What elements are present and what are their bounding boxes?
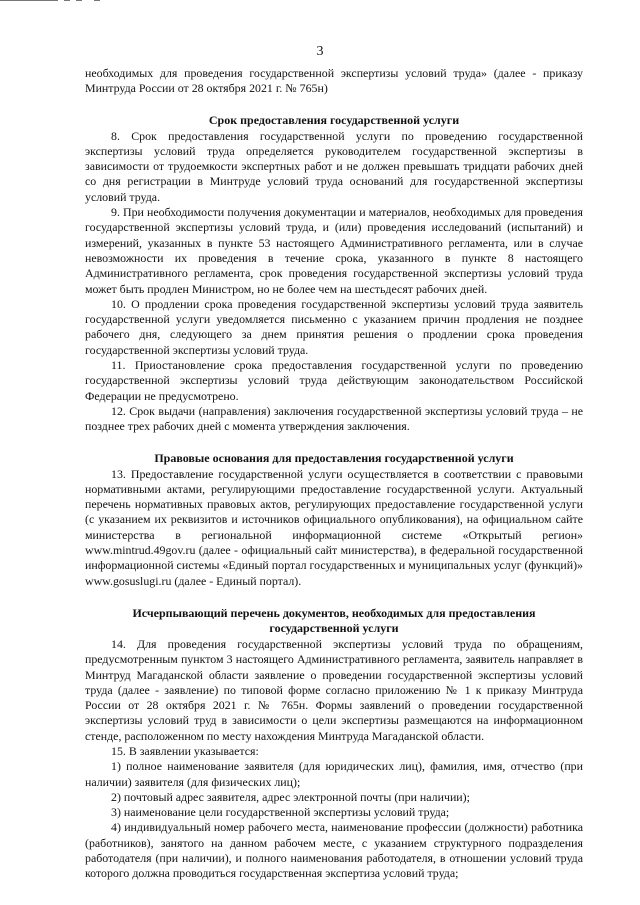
paragraph-9: 9. При необходимости получения документации и материалов, необходимых для проведения государственной экспертизы условий труда, и (или) проведения исследований (испытаний) и измерений, указанных в пункте 53 настоящего Административного регламента, или в случае невозможности их проведения в течение срока, указанного в пункте 8 настоящего Административного регламента, срок проведения государственной экспертизы условий труда может быть продлен Министром, но не более чем на шестьдесят рабочих дней. bbox=[85, 205, 583, 296]
section-heading-term: Срок предоставления государственной услуги bbox=[208, 112, 460, 127]
list-item-3: 3) наименование цели государственной экспертизы условий труда; bbox=[111, 805, 450, 820]
paragraph-13: 13. Предоставление государственной услуги осуществляется в соответствии с правовыми нормативными актами, регулирующими предоставление государственной услуги. Актуальный перечень нормативных правовых актов, регулирующих предоставление государственной услуги (с указанием их реквизитов и источников официального опубликования), на официальном сайте министерства в региональной информационной системе «Открытый регион» www.mintrud.49gov.ru (далее - официальный сайт министерства), в федеральной государственной информационной системы «Единый портал государственных и муниципальных услуг (функций)» www.gosuslugi.ru (далее - Единый портал). bbox=[85, 466, 583, 588]
paragraph-15: 15. В заявлении указывается: bbox=[111, 743, 259, 758]
paragraph-11: 11. Приостановление срока предоставления государственной услуги по проведению государственной экспертизы условий труда действующим законодательством Российской Федерации не предусмотрено. bbox=[85, 358, 583, 403]
page-number: 3 bbox=[316, 44, 324, 59]
list-item-2: 2) почтовый адрес заявителя, адрес электронной почты (при наличии); bbox=[111, 789, 470, 804]
section-heading-legal-basis: Правовые основания для предоставления государственной услуги bbox=[154, 450, 514, 465]
paragraph-12: 12. Срок выдачи (направления) заключения государственной экспертизы условий труда – не позднее трех рабочих дней с момента утверждения заключения. bbox=[85, 403, 583, 434]
scan-mark-dash bbox=[64, 0, 70, 1]
scan-mark-line bbox=[0, 0, 58, 1]
scan-mark-dash bbox=[94, 0, 100, 1]
section-heading-documents: Исчерпывающий перечень документов, необходимых для предоставления государственной услуги bbox=[132, 605, 536, 635]
paragraph-10: 10. О продлении срока проведения государственной экспертизы условий труда заявитель государственной услуги уведомляется письменно с указанием причин продления не позднее рабочего дня, следующего за днем принятия решения о продлении срока проведения государственной экспертизы условий труда. bbox=[85, 296, 583, 357]
document-body bbox=[85, 66, 583, 882]
scan-mark bbox=[0, 0, 100, 4]
list-item-1: 1) полное наименование заявителя (для юридических лиц), фамилия, имя, отчество (при наличии) заявителя (для физических лиц); bbox=[85, 759, 583, 789]
scan-mark-dash bbox=[76, 0, 82, 1]
intro-paragraph: необходимых для проведения государственной экспертизы условий труда» (далее - приказу Минтруда России от 28 октября 2021 г. № 765н) bbox=[85, 66, 583, 96]
list-item-4: 4) индивидуальный номер рабочего места, наименование профессии (должности) работника (работников), занятого на данном рабочем месте, с указанием структурного подразделения работодателя (при наличии), и полного наименования работодателя, в отношении условий труда которого должна проводиться государственная экспертиза условий труда; bbox=[85, 820, 583, 881]
paragraph-14: 14. Для проведения государственной экспертизы условий труда по обращениям, предусмотренным пунктом 3 настоящего Административного регламента, заявитель направляет в Минтруд Магаданской области заявление о проведении государственной экспертизы условий труда (далее - заявление) по типовой форме согласно приложению № 1 к приказу Минтруда России от 28 октября 2021 г. № 765н. Формы заявлений о проведении государственной экспертизы условий труд в зависимости о цели экспертизы размещаются на информационном стенде, расположенном по месту нахождения Минтруда Магаданской области. bbox=[85, 636, 583, 743]
paragraph-8: 8. Срок предоставления государственной услуги по проведению государственной экспертизы условий труда определяется руководителем государственной экспертизы в зависимости от трудоемкости экспертных работ и не должен превышать тридцати рабочих дней со дня регистрации в Минтруде условий труда оснований для государственной экспертизы условий труда. bbox=[85, 128, 583, 204]
